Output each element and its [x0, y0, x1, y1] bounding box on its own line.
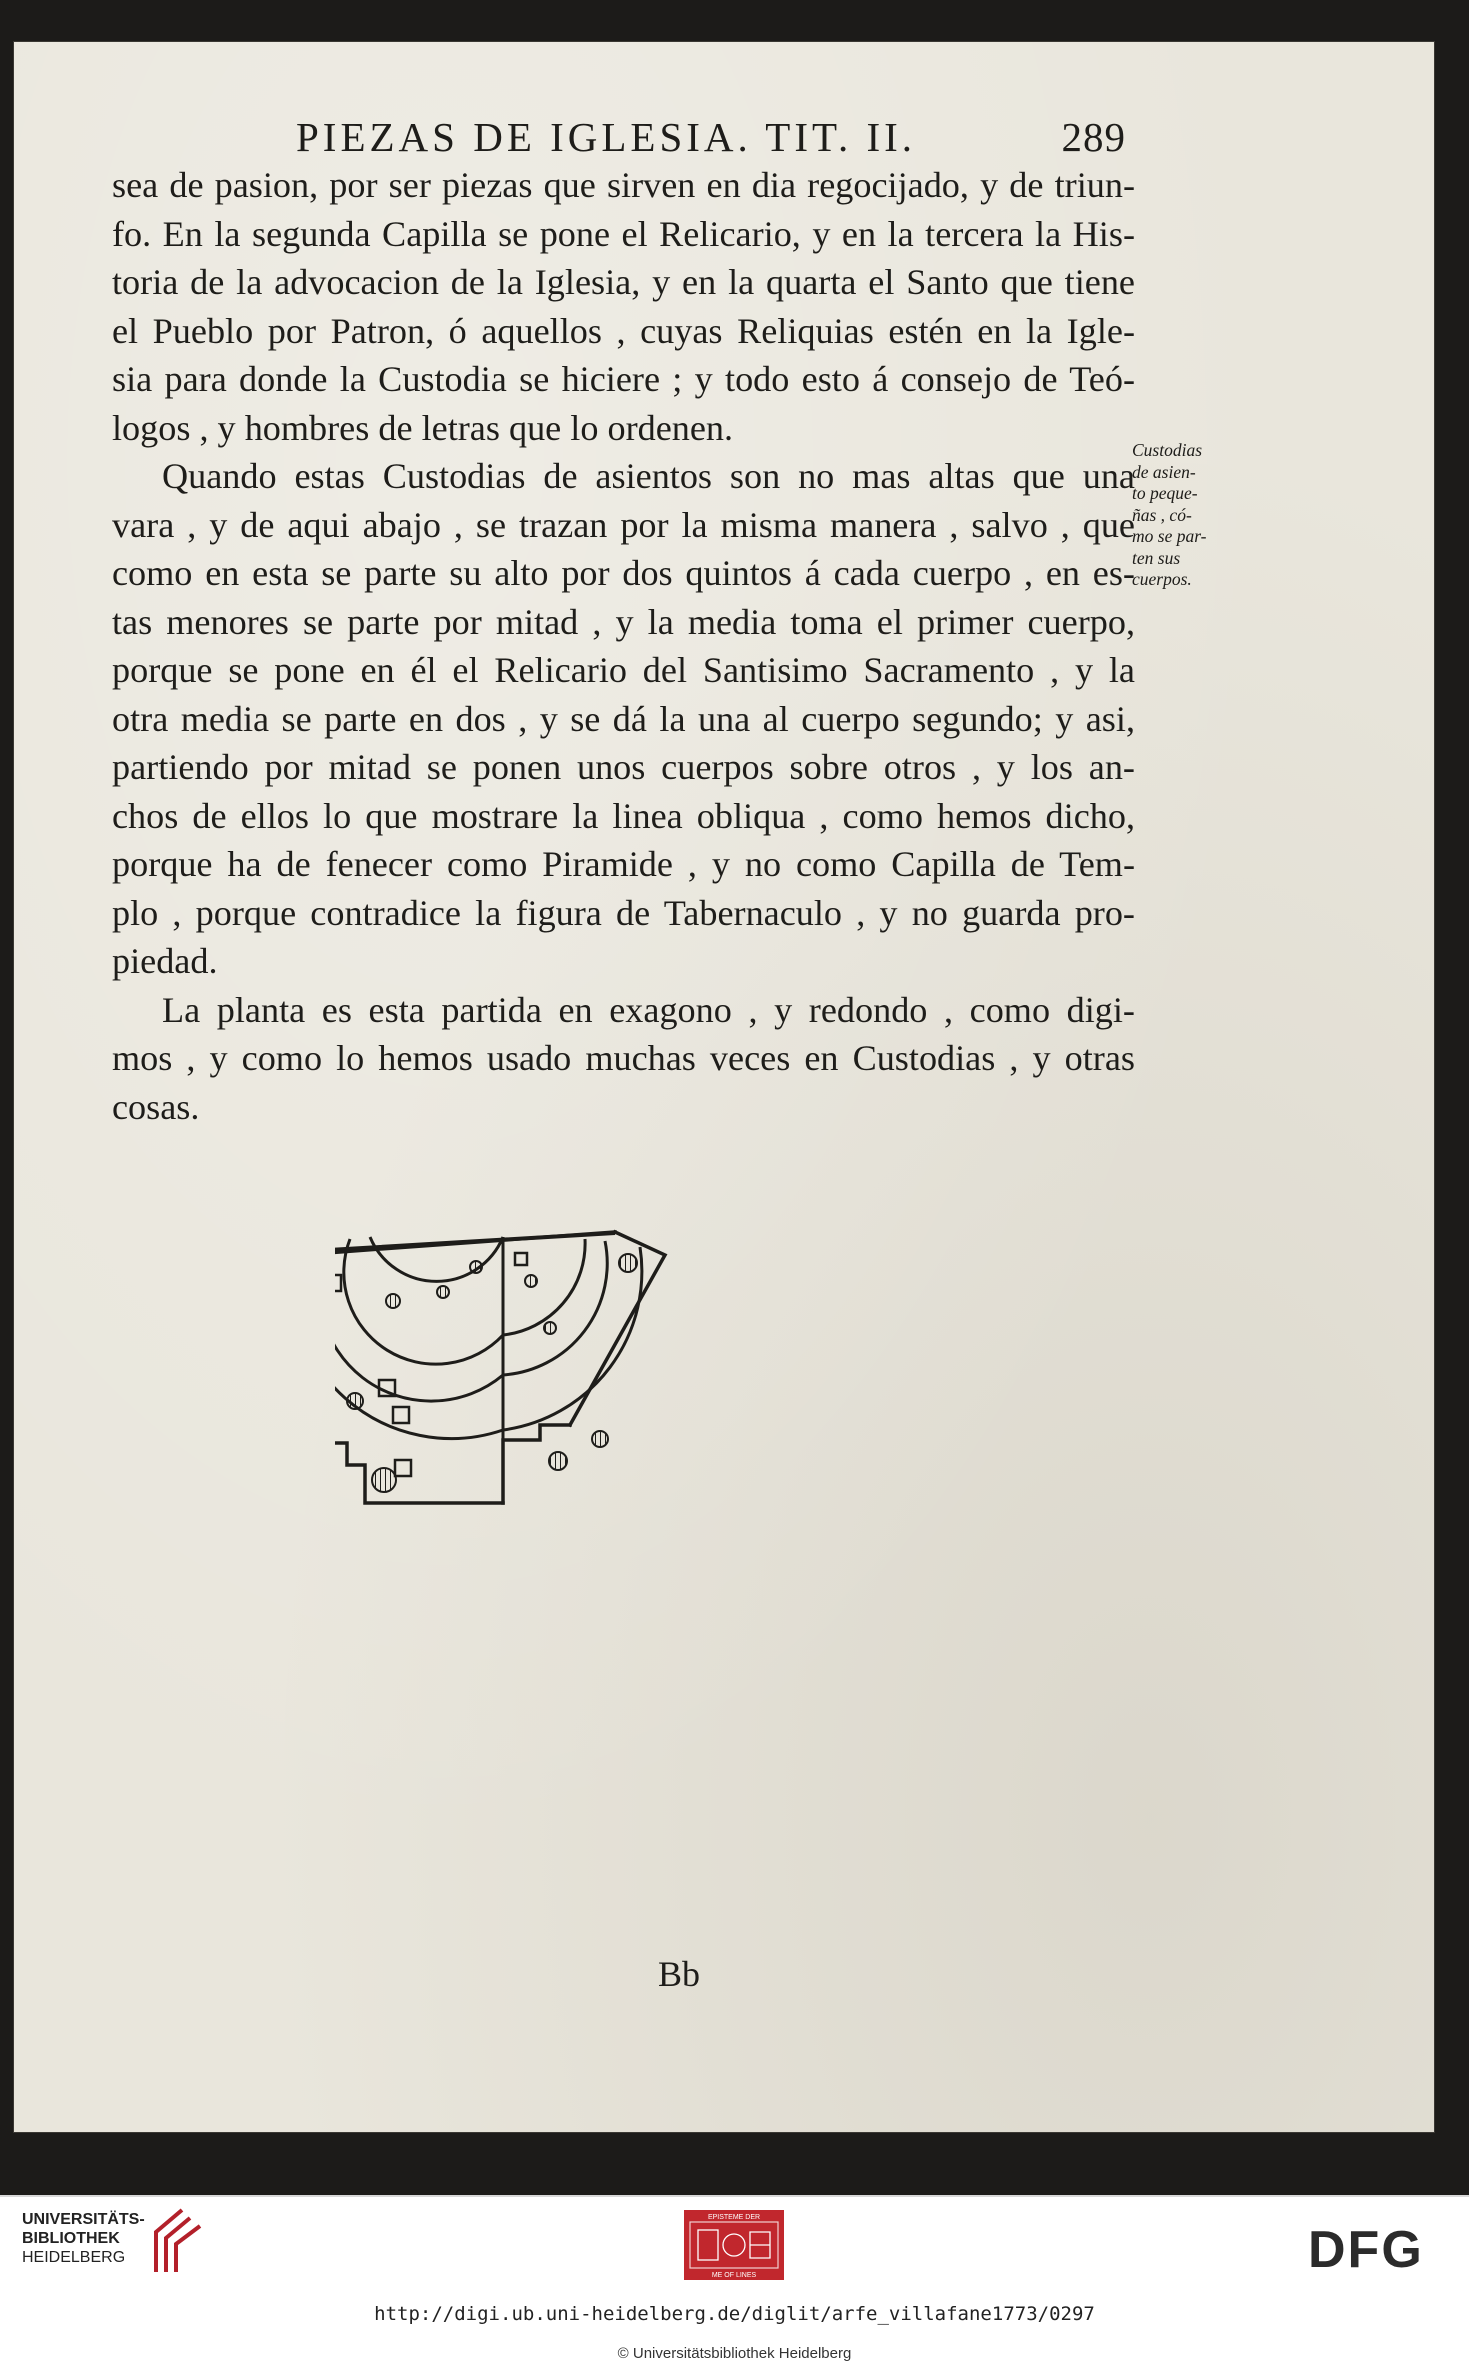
text-line: plo , porque contradice la figura de Tabernaculo , y no guarda pro-	[112, 892, 1135, 933]
text-line: piedad.	[112, 941, 218, 981]
text-line: toria de la advocacion de la Iglesia, y en la quarta el Santo que tiene	[112, 262, 1135, 302]
text-line: chos de ellos lo que mostrare la linea obliqua , como hemos dicho,	[112, 795, 1135, 836]
text-line: La planta es esta partida en exagono , y redondo , como digi-	[162, 989, 1135, 1030]
margin-note	[1132, 440, 1232, 591]
text-line: porque ha de fenecer como Piramide , y no como Capilla de Tem-	[112, 844, 1135, 884]
text-line: partiendo por mitad se ponen unos cuerpos sobre otros , y los an-	[112, 747, 1135, 787]
body-text	[112, 161, 1135, 1131]
text-line: porque se pone en él el Relicario del Santisimo Sacramento , y la	[112, 650, 1135, 690]
signature-mark: Bb	[658, 1954, 701, 1994]
episteme-project-badge[interactable]	[684, 2210, 784, 2280]
permalink-url[interactable]: http://digi.ub.uni-heidelberg.de/diglit/arfe_villafane1773/0297	[374, 2303, 1095, 2325]
margin-note-line: to peque-	[1132, 483, 1198, 503]
text-line: vara , y de aqui abajo , se trazan por la misma manera , salvo , que	[112, 504, 1135, 545]
university-library-logo[interactable]	[22, 2210, 145, 2267]
badge-text-top: EPISTEME DER	[707, 2214, 761, 2221]
text-line: sea de pasion, por ser piezas que sirven en dia regocijado, y de triun-	[112, 165, 1135, 205]
margin-note-line: ten sus	[1132, 547, 1181, 568]
text-line: otra media se parte en dos , y se dá la una al cuerpo segundo; y asi,	[112, 698, 1135, 739]
margin-note-line: mo se par-	[1132, 526, 1207, 546]
library-name-line: UNIVERSITÄTS-	[22, 2211, 145, 2228]
library-emblem-icon	[152, 2206, 204, 2276]
text-line: logos , y hombres de letras que lo ordenen.	[112, 407, 734, 448]
dfg-label: DFG	[1308, 2223, 1424, 2273]
text-line: el Pueblo por Patron, ó aquellos , cuyas Reliquias estén en la Igle-	[112, 310, 1135, 351]
margin-note-line: Custodias	[1132, 440, 1203, 460]
text-line: fo. En la segunda Capilla se pone el Relicario, y en la tercera la His-	[112, 213, 1135, 254]
margin-note-line: cuerpos.	[1132, 569, 1192, 589]
copyright-notice: © Universitätsbibliothek Heidelberg	[617, 2345, 852, 2362]
running-header	[296, 113, 1126, 161]
library-name-line: HEIDELBERG	[22, 2249, 126, 2266]
text-line: sia para donde la Custodia se hiciere ; y todo esto á consejo de Teó-	[112, 359, 1135, 399]
page-number: 289	[1061, 114, 1126, 160]
running-title: PIEZAS DE IGLESIA. TIT. II.	[296, 114, 917, 160]
text-line: Quando estas Custodias de asientos son no mas altas que una	[162, 456, 1135, 496]
dfg-logo[interactable]	[1308, 2223, 1448, 2273]
library-name-line: BIBLIOTHEK	[22, 2230, 120, 2247]
margin-note-line: ñas , có-	[1132, 504, 1192, 525]
badge-text-bottom: ME OF LINES	[711, 2272, 757, 2279]
text-line: mos , y como lo hemos usado muchas veces en Custodias , y otras	[112, 1038, 1135, 1078]
margin-note-line: de asien-	[1132, 461, 1196, 482]
ground-plan-woodcut	[335, 1225, 975, 1585]
text-line: tas menores se parte por mitad , y la media toma el primer cuerpo,	[112, 601, 1135, 642]
text-line: cosas.	[112, 1086, 200, 1127]
footer-divider	[0, 2195, 1469, 2197]
text-line: como en esta se parte su alto por dos quintos á cada cuerpo , en es-	[112, 553, 1135, 593]
